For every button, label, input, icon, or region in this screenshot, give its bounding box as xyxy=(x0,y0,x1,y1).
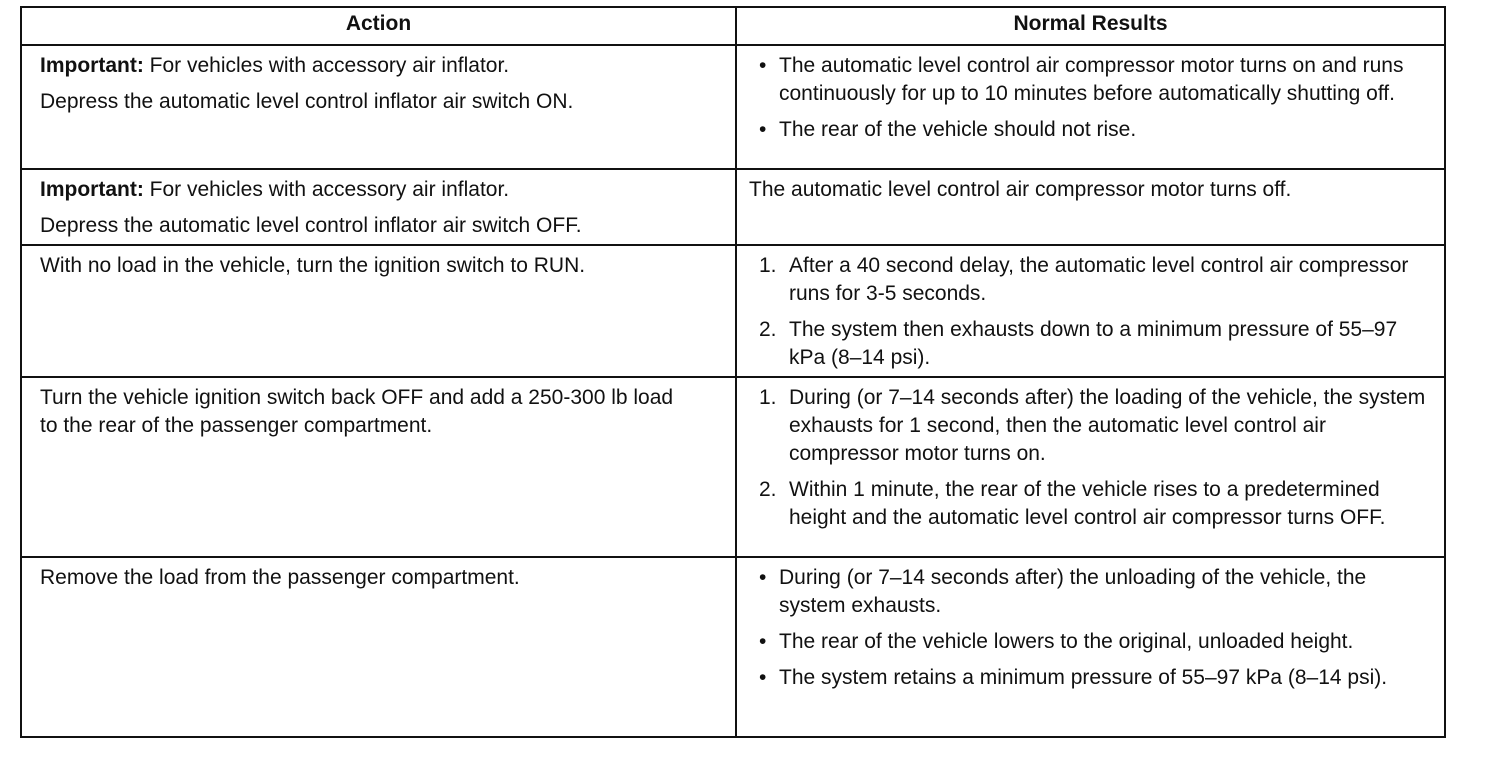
bullet-marker: • xyxy=(759,118,767,141)
results-cell xyxy=(736,45,1445,169)
action-line: Important: For vehicles with accessory air inflator. xyxy=(40,178,510,201)
results-numbered-list xyxy=(755,252,1428,372)
action-line: With no load in the vehicle, turn the ignition switch to RUN. xyxy=(40,254,586,277)
table-row xyxy=(21,377,1445,557)
table-row xyxy=(21,245,1445,377)
important-label: Important: xyxy=(40,54,144,77)
action-cell xyxy=(21,45,736,169)
list-item: 2. The system then exhausts down to a minimum pressure of 55–97 kPa (8–14 psi). xyxy=(759,318,1398,369)
results-cell xyxy=(736,557,1445,737)
action-line: Remove the load from the passenger compartment. xyxy=(40,566,520,589)
results-bullet-list xyxy=(755,52,1428,144)
list-item: • The automatic level control air compressor motor turns on and runs continuously for up to 10 minutes before automatically shutting off. xyxy=(759,54,1404,105)
header-action: Action xyxy=(21,7,736,45)
list-item: 1. During (or 7–14 seconds after) the loading of the vehicle, the system exhausts for 1 second, then the automatic level control air compressor motor turns on. xyxy=(759,386,1426,465)
action-cell xyxy=(21,557,736,737)
list-item: • During (or 7–14 seconds after) the unloading of the vehicle, the system exhausts. xyxy=(759,566,1367,617)
action-cell xyxy=(21,169,736,245)
action-line: Important: For vehicles with accessory air inflator. xyxy=(40,54,510,77)
action-cell xyxy=(21,245,736,377)
table-row xyxy=(21,169,1445,245)
results-numbered-list xyxy=(755,384,1428,532)
important-label: Important: xyxy=(40,178,144,201)
bullet-marker: • xyxy=(759,630,767,653)
list-item: 2. Within 1 minute, the rear of the vehicle rises to a predetermined height and the automatic level control air compressor turns OFF. xyxy=(759,478,1386,529)
action-cell xyxy=(21,377,736,557)
results-bullet-list xyxy=(755,564,1428,692)
list-item: • The system retains a minimum pressure of 55–97 kPa (8–14 psi). xyxy=(755,664,1428,692)
action-line: Turn the vehicle ignition switch back OFF and add a 250-300 lb load to the rear of the passenger compartment. xyxy=(40,386,674,437)
results-cell xyxy=(736,169,1445,245)
number-marker: 2. xyxy=(759,478,777,501)
number-marker: 1. xyxy=(759,386,777,409)
number-marker: 1. xyxy=(759,254,777,277)
bullet-marker: • xyxy=(759,54,767,77)
table-header-row xyxy=(21,7,1445,45)
list-item: • The rear of the vehicle lowers to the original, unloaded height. xyxy=(755,628,1428,656)
table-row xyxy=(21,557,1445,737)
result-text: The automatic level control air compressor motor turns off. xyxy=(749,178,1292,201)
procedure-table xyxy=(20,6,1446,738)
list-item: • The rear of the vehicle should not rise. xyxy=(755,116,1428,144)
number-marker: 2. xyxy=(759,318,777,341)
bullet-marker: • xyxy=(759,566,767,589)
results-cell xyxy=(736,245,1445,377)
action-line: Depress the automatic level control inflator air switch OFF. xyxy=(40,214,582,237)
table-row xyxy=(21,45,1445,169)
list-item: 1. After a 40 second delay, the automatic level control air compressor runs for 3-5 seconds. xyxy=(759,254,1409,305)
results-cell xyxy=(736,377,1445,557)
header-normal-results: Normal Results xyxy=(736,7,1445,45)
action-line: Depress the automatic level control inflator air switch ON. xyxy=(40,90,574,113)
bullet-marker: • xyxy=(759,666,767,689)
